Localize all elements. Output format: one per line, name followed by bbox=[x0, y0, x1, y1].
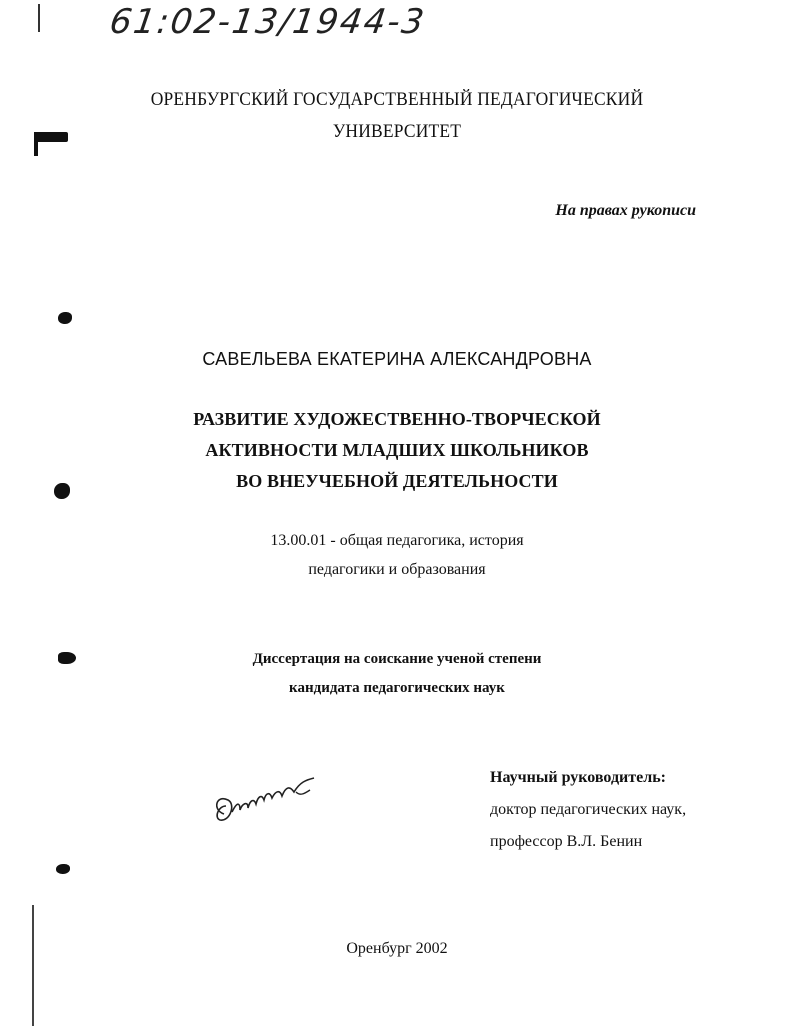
title-line: ВО ВНЕУЧЕБНОЙ ДЕЯТЕЛЬНОСТИ bbox=[236, 471, 558, 491]
specialty-line: педагогики и образования bbox=[308, 561, 486, 578]
specialty-line: 13.00.01 - общая педагогика, история bbox=[270, 532, 524, 549]
institution-name bbox=[32, 84, 762, 148]
supervisor-heading: Научный руководитель: bbox=[490, 769, 666, 786]
binding-hole-mark bbox=[56, 864, 70, 874]
scientific-supervisor bbox=[490, 762, 686, 858]
supervisor-name: профессор В.Л. Бенин bbox=[490, 833, 643, 850]
author-signature bbox=[210, 770, 330, 840]
degree-statement bbox=[0, 645, 794, 703]
city-year: Оренбург 2002 bbox=[346, 940, 448, 957]
author-name: САВЕЛЬЕВА ЕКАТЕРИНА АЛЕКСАНДРОВНА bbox=[202, 349, 592, 369]
supervisor-degree: доктор педагогических наук, bbox=[490, 801, 687, 818]
specialty-code bbox=[0, 526, 794, 584]
institution-line: ОРЕНБУРГСКИЙ ГОСУДАРСТВЕННЫЙ ПЕДАГОГИЧЕСКИЙ bbox=[150, 89, 644, 110]
archive-code: 61:02-13/1944-3 bbox=[107, 2, 429, 42]
degree-line: кандидата педагогических наук bbox=[289, 680, 505, 696]
scan-edge-line bbox=[32, 905, 34, 1026]
binding-hole-mark bbox=[58, 312, 72, 324]
scan-edge-line bbox=[38, 4, 40, 32]
degree-line: Диссертация на соискание ученой степени bbox=[252, 651, 542, 667]
title-line: РАЗВИТИЕ ХУДОЖЕСТВЕННО-ТВОРЧЕСКОЙ bbox=[193, 409, 601, 429]
manuscript-note: На правах рукописи bbox=[555, 202, 696, 219]
dissertation-title bbox=[0, 404, 794, 497]
institution-line: УНИВЕРСИТЕТ bbox=[332, 121, 462, 142]
title-line: АКТИВНОСТИ МЛАДШИХ ШКОЛЬНИКОВ bbox=[205, 440, 589, 460]
